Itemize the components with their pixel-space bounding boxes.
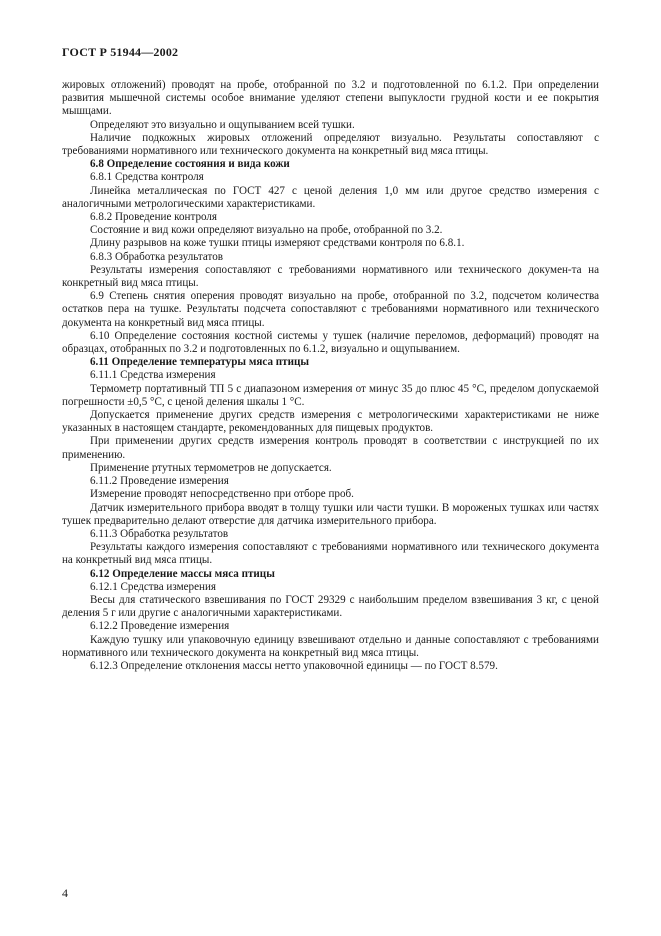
subsection-title: 6.12.2 Проведение измерения bbox=[90, 620, 230, 633]
subsection-title: 6.12.1 Средства измерения bbox=[90, 580, 216, 593]
paragraph: Каждую тушку или упаковочную единицу взвешивают отдельно и данные сопоставляют с требованиями нормативного или технического документа на конкретный вид мяса птицы. bbox=[62, 633, 599, 659]
section-heading: 6.8 Определение состояния и вида кожи bbox=[90, 158, 290, 171]
paragraph: Результаты измерения сопоставляют с требованиями нормативного или технического докумен-та на конкретный вид мяса птицы. bbox=[62, 263, 599, 290]
paragraph: Датчик измерительного прибора вводят в толщу тушки или части тушки. В мороженых тушках или частях тушек предварительно делают отверстие для датчика измерительного прибора. bbox=[62, 501, 599, 527]
paragraph: жировых отложений) проводят на пробе, отобранной по 3.2 и подготовленной по 6.1.2. При определении развития мышечной системы особое внимание уделяют степени выпуклости грудной кости и ее покрытия мышцами. bbox=[62, 79, 599, 118]
paragraph: Весы для статического взвешивания по ГОСТ 29329 с наибольшим пределом взвешивания 3 кг, с ценой деления 5 г или другие с аналогичными характеристиками. bbox=[62, 593, 599, 620]
subsection-title: 6.11.3 Обработка результатов bbox=[90, 527, 229, 540]
section-heading: 6.11 Определение температуры мяса птицы bbox=[90, 356, 310, 369]
paragraph: Состояние и вид кожи определяют визуально на пробе, отобранной по 3.2. bbox=[90, 224, 443, 237]
document-body bbox=[62, 79, 599, 673]
paragraph: При применении других средств измерения контроль проводят в соответствии с инструкцией по их применению. bbox=[62, 435, 599, 461]
paragraph: Допускается применение других средств измерения с метрологическими характеристиками не ниже указанных в настоящем стандарте, рекомендованных для пищевых продуктов. bbox=[62, 409, 599, 435]
section-heading: 6.12 Определение массы мяса птицы bbox=[90, 567, 275, 580]
paragraph: Применение ртутных термометров не допускается. bbox=[90, 461, 332, 474]
subsection-title: 6.11.2 Проведение измерения bbox=[90, 475, 229, 488]
paragraph: 6.12.3 Определение отклонения массы нетто упаковочной единицы — по ГОСТ 8.579. bbox=[90, 659, 498, 672]
paragraph: Измерение проводят непосредственно при отборе проб. bbox=[90, 488, 354, 501]
subsection-title: 6.11.1 Средства измерения bbox=[90, 369, 216, 382]
paragraph: 6.10 Определение состояния костной системы у тушек (наличие переломов, деформаций) проводят на образцах, отобранных по 3.2 и подготовленных по 6.1.2, визуально и ощупыванием. bbox=[62, 329, 599, 356]
subsection-title: 6.8.3 Обработка результатов bbox=[90, 250, 223, 263]
subsection-title: 6.8.1 Средства контроля bbox=[90, 171, 204, 184]
subsection-title: 6.8.2 Проведение контроля bbox=[90, 211, 218, 224]
paragraph: Длину разрывов на коже тушки птицы измеряют средствами контроля по 6.8.1. bbox=[90, 237, 465, 250]
paragraph: Линейка металлическая по ГОСТ 427 с ценой деления 1,0 мм или другое средство измерения с аналогичными метрологическими характеристиками. bbox=[62, 184, 599, 210]
paragraph: Результаты каждого измерения сопоставляют с требованиями нормативного или технического документа на конкретный вид мяса птицы. bbox=[62, 541, 599, 567]
paragraph: Термометр портативный ТП 5 с диапазоном измерения от минус 35 до плюс 45 °С, пределом допускаемой погрешности ±0,5 °С, с ценой деления шкалы 1 °С. bbox=[62, 382, 599, 408]
paragraph: Определяют это визуально и ощупыванием всей тушки. bbox=[90, 118, 355, 131]
document-header: ГОСТ Р 51944—2002 bbox=[62, 45, 179, 59]
paragraph: Наличие подкожных жировых отложений определяют визуально. Результаты сопоставляют с требованиями нормативного или технического документа на конкретный вид мяса птицы. bbox=[62, 131, 599, 158]
page-number: 4 bbox=[62, 886, 68, 900]
paragraph: 6.9 Степень снятия оперения проводят визуально на пробе, отобранной по 3.2, подсчетом количества остатков пера на тушке. Результаты подсчета сопоставляют с требованиями нормативного или технического документа на конкретный вид мяса птицы. bbox=[62, 290, 599, 329]
